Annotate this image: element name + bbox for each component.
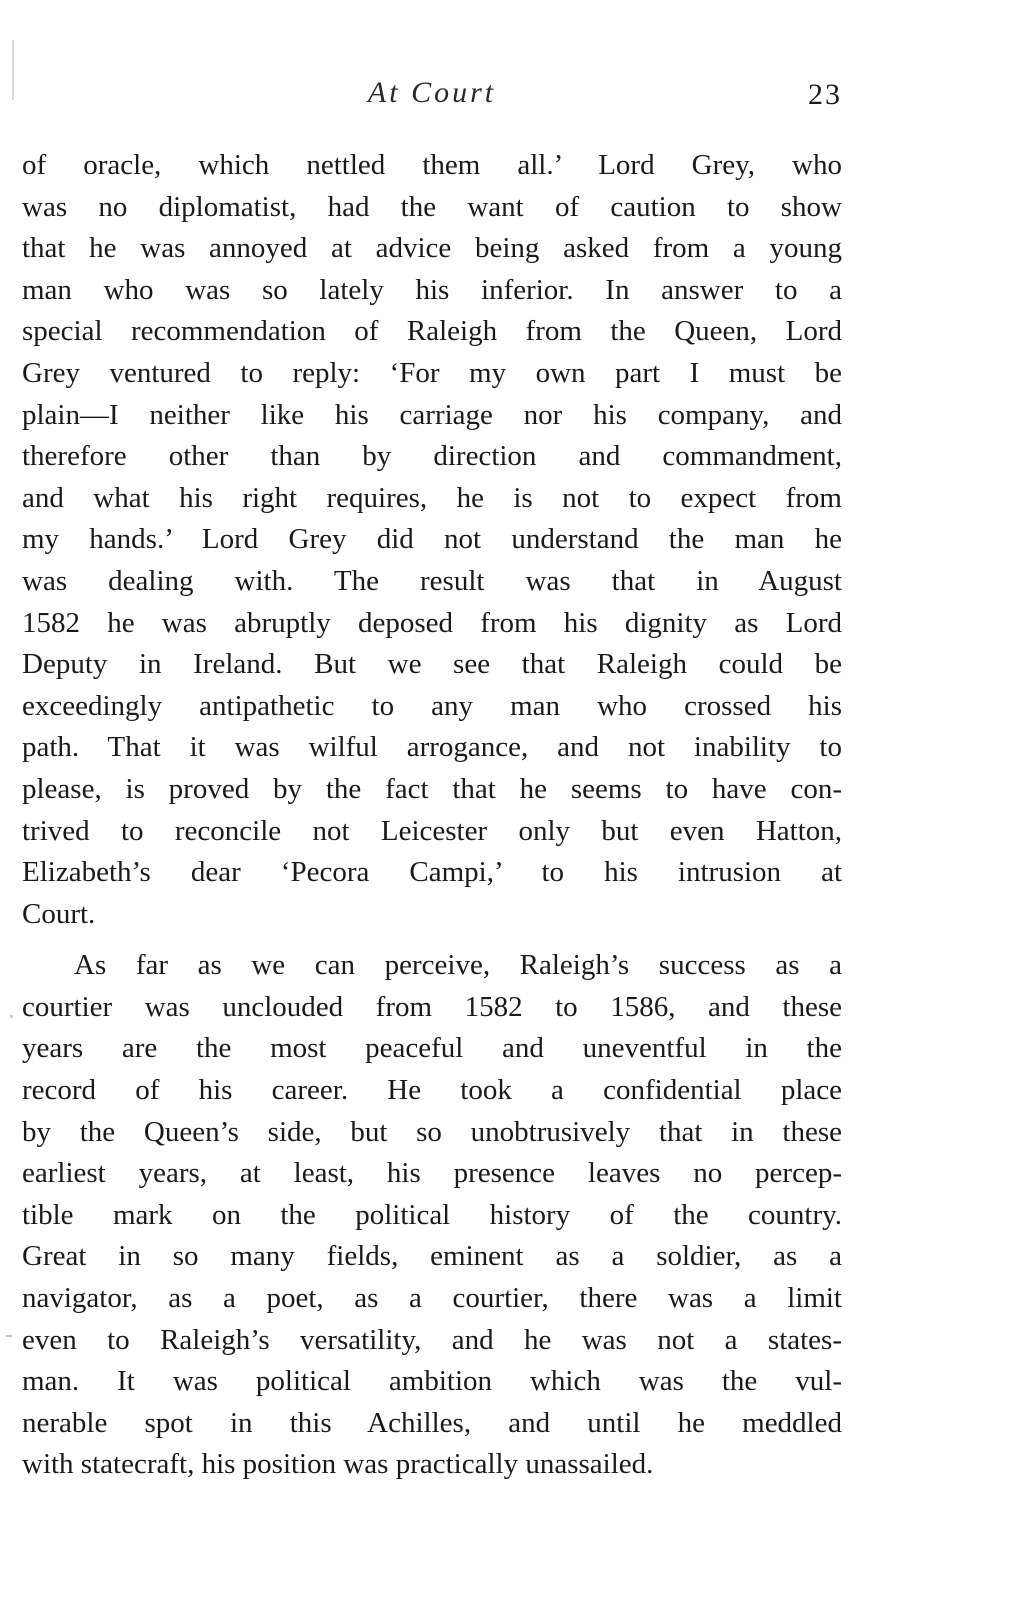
text-line: man who was so lately his inferior. In answer to a xyxy=(22,273,842,306)
running-title: At Court xyxy=(367,76,497,109)
text-line: earliest years, at least, his presence leaves no percep- xyxy=(22,1157,842,1190)
text-line: courtier was unclouded from 1582 to 1586, and these xyxy=(22,990,842,1023)
text-line: therefore other than by direction and commandment, xyxy=(22,440,842,473)
text-line: with statecraft, his position was practically unassailed. xyxy=(22,1448,654,1481)
text-line: man. It was political ambition which was the vul- xyxy=(22,1365,842,1398)
text-line: nerable spot in this Achilles, and until he meddled xyxy=(22,1406,842,1439)
text-line: navigator, as a poet, as a courtier, there was a limit xyxy=(22,1282,842,1315)
text-line: trived to reconcile not Leicester only but even Hatton, xyxy=(22,814,842,847)
text-line: Grey ventured to reply: ‘For my own part I must be xyxy=(22,356,842,389)
text-line: years are the most peaceful and uneventful in the xyxy=(22,1032,842,1065)
text-line: plain—I neither like his carriage nor his company, and xyxy=(22,398,842,431)
text-line: exceedingly antipathetic to any man who crossed his xyxy=(22,689,842,722)
text-line: even to Raleigh’s versatility, and he was not a states- xyxy=(22,1323,842,1356)
body-text xyxy=(22,145,842,1486)
text-line: Elizabeth’s dear ‘Pecora Campi,’ to his intrusion at xyxy=(22,856,842,889)
running-head xyxy=(22,76,842,116)
text-line: and what his right requires, he is not to expect from xyxy=(22,481,842,514)
text-line: record of his career. He took a confidential place xyxy=(22,1074,842,1107)
text-line: my hands.’ Lord Grey did not understand the man he xyxy=(22,523,842,556)
scan-speck xyxy=(10,1015,13,1018)
text-line: Court. xyxy=(22,897,96,930)
text-line: was no diplomatist, had the want of caution to show xyxy=(22,190,842,223)
text-line: please, is proved by the fact that he seems to have con- xyxy=(22,772,842,805)
text-line: 1582 he was abruptly deposed from his dignity as Lord xyxy=(22,606,842,639)
text-line: tible mark on the political history of the country. xyxy=(22,1198,842,1231)
text-line: special recommendation of Raleigh from the Queen, Lord xyxy=(22,315,842,348)
text-line: by the Queen’s side, but so unobtrusively that in these xyxy=(22,1115,842,1148)
text-line: path. That it was wilful arrogance, and not inability to xyxy=(22,731,842,764)
text-line: was dealing with. The result was that in August xyxy=(22,564,842,597)
text-line: that he was annoyed at advice being asked from a young xyxy=(22,232,842,265)
text-line: Deputy in Ireland. But we see that Raleigh could be xyxy=(22,648,842,681)
page-number: 23 xyxy=(808,78,842,111)
scan-speck xyxy=(6,1335,12,1337)
text-line: Great in so many fields, eminent as a soldier, as a xyxy=(22,1240,842,1273)
text-line: of oracle, which nettled them all.’ Lord Grey, who xyxy=(22,149,842,181)
scan-speck xyxy=(12,40,14,100)
text-line: As far as we can perceive, Raleigh’s success as a xyxy=(74,949,842,982)
